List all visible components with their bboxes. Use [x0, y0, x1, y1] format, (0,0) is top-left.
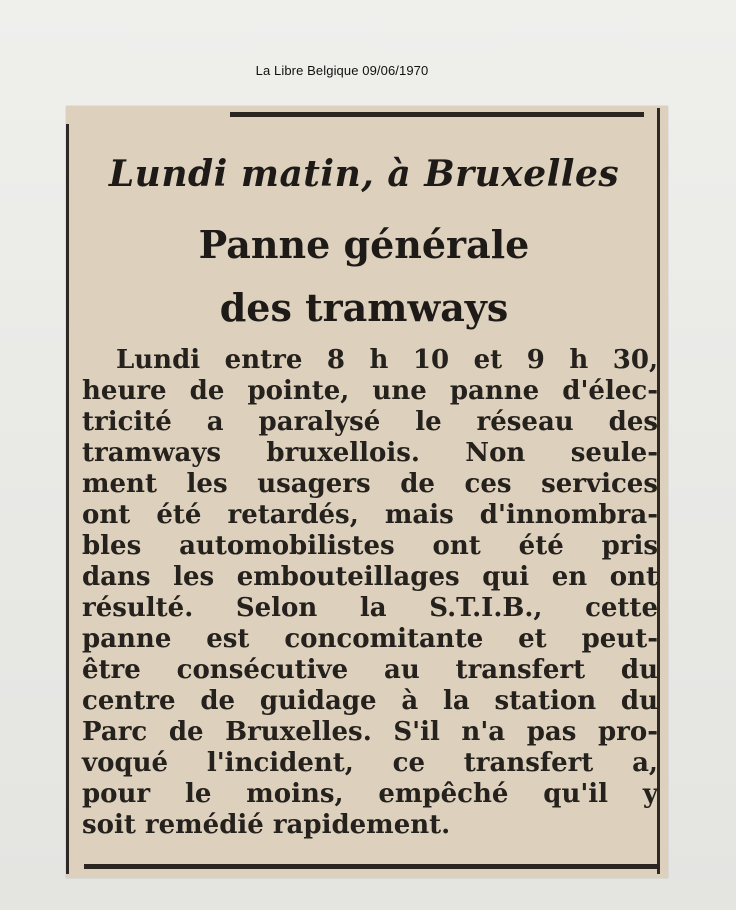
article-body-line: être consécutive au transfert du — [82, 655, 658, 685]
article-body-line: panne est concomitante et peut- — [82, 624, 658, 654]
article-body-line: pour le moins, empêché qu'il y — [82, 779, 658, 809]
article-body-line: résulté. Selon la S.T.I.B., cette — [82, 593, 658, 623]
article-body-line: tricité a paralysé le réseau des — [82, 407, 658, 437]
article-headline-line-1: Panne générale — [198, 222, 530, 267]
article-body-line: bles automobilistes ont été pris — [82, 531, 658, 561]
article-body-line: Parc de Bruxelles. S'il n'a pas pro- — [82, 717, 658, 747]
source-caption: La Libre Belgique 09/06/1970 — [255, 63, 429, 78]
clipping-top-rule — [230, 112, 644, 117]
clipping-left-rule — [66, 124, 69, 874]
article-body-line: dans les embouteillages qui en ont — [82, 562, 658, 592]
article-body-line: tramways bruxellois. Non seule- — [82, 438, 658, 468]
article-body-line: ont été retardés, mais d'innombra- — [82, 500, 658, 530]
article-body — [82, 345, 658, 841]
clipping-bottom-rule — [84, 864, 660, 869]
article-body-line: heure de pointe, une panne d'élec- — [82, 376, 658, 406]
article-kicker: Lundi matin, à Bruxelles — [108, 153, 620, 195]
article-body-line: soit remédié rapidement. — [82, 810, 451, 840]
article-body-line: Lundi entre 8 h 10 et 9 h 30, — [116, 345, 658, 375]
article-body-line: voqué l'incident, ce transfert a, — [82, 748, 658, 778]
article-headline-line-2: des tramways — [219, 285, 509, 330]
article-body-line: ment les usagers de ces services — [82, 469, 658, 499]
article-body-line: centre de guidage à la station du — [82, 686, 658, 716]
